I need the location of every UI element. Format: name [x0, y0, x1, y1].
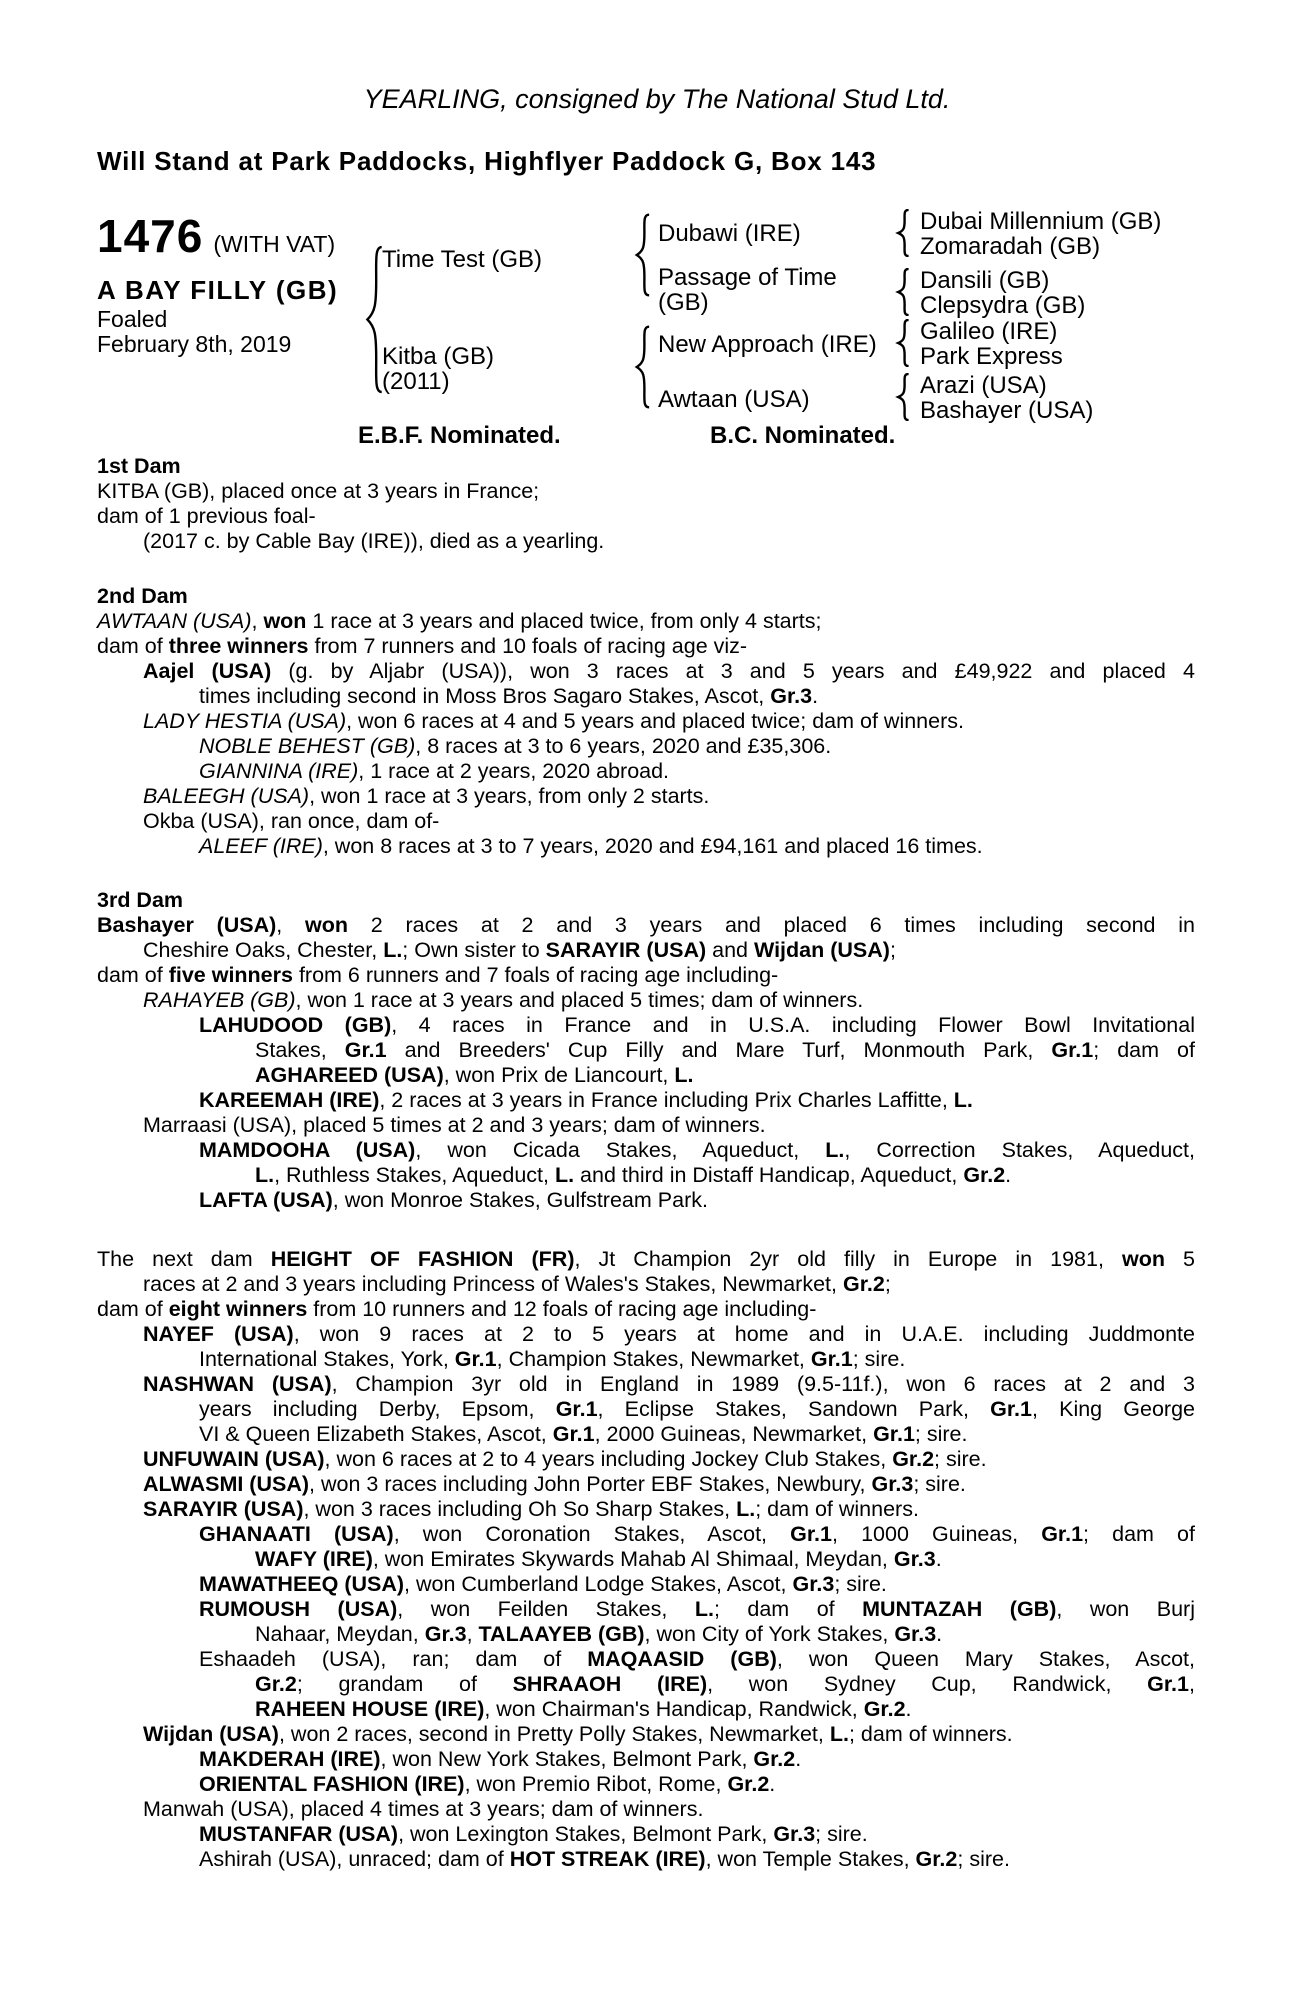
race-record-text: . [1005, 1163, 1012, 1187]
pedigree-text-line [97, 1272, 1195, 1297]
highlighted-horse-text: SHRAAOH (IRE) [512, 1672, 708, 1696]
race-record-text: , 2000 Guineas, Newmarket, [594, 1422, 874, 1446]
race-record-text: , won Premio Ribot, Rome, [464, 1772, 728, 1796]
highlighted-horse-text: Gr.3 [770, 684, 813, 708]
highlighted-horse-text: Gr.1 [990, 1397, 1032, 1421]
race-record-text: Cheshire Oaks, Chester, [143, 938, 384, 962]
race-record-text: Manwah (USA), placed 4 times at 3 years; dam of winners. [143, 1797, 704, 1821]
great-grandparent-name: Arazi (USA) [920, 372, 1047, 399]
race-record-text: ; sire. [957, 1847, 1010, 1871]
race-record-text: , [251, 609, 264, 633]
pedigree-text-line [97, 1697, 1195, 1722]
great-grandparent-name: Galileo (IRE) [920, 318, 1058, 345]
race-record-text: and third in Distaff Handicap, Aqueduct, [574, 1163, 964, 1187]
race-record-text: ; dam of winners. [755, 1497, 919, 1521]
highlighted-horse-text: MAQAASID (GB) [587, 1647, 777, 1671]
race-record-text: , won 1 race at 3 years, from only 2 starts. [309, 784, 710, 808]
highlighted-horse-text: SARAYIR (USA) [143, 1497, 304, 1521]
race-record-text: ; sire. [934, 1447, 987, 1471]
pedigree-text-line [97, 1647, 1195, 1672]
stand-location-line: Will Stand at Park Paddocks, Highflyer Paddock G, Box 143 [97, 146, 877, 176]
highlighted-horse-text: Gr.1 [1041, 1522, 1084, 1546]
pedigree-text-line [97, 1722, 1195, 1747]
highlighted-horse-text: ORIENTAL FASHION (IRE) [199, 1772, 465, 1796]
dam-name-block [382, 344, 494, 394]
highlighted-horse-text: Gr.2 [255, 1672, 297, 1696]
foaled-date: February 8th, 2019 [97, 331, 292, 357]
highlighted-horse-text: WAFY (IRE) [255, 1547, 373, 1571]
pedigree-text-line [97, 1038, 1195, 1063]
dam-section [97, 584, 1195, 859]
highlighted-horse-text: won [305, 913, 349, 937]
great-grandparent-pair [920, 320, 1063, 369]
pedigree-text-line [97, 1322, 1195, 1347]
foaled-label: Foaled [97, 306, 168, 332]
consignor-line: YEARLING, consigned by The National Stud Ltd. [363, 84, 951, 114]
highlighted-horse-text: NASHWAN (USA) [143, 1372, 332, 1396]
race-record-text: , won New York Stakes, Belmont Park, [380, 1747, 754, 1771]
pedigree-text-line [97, 988, 1195, 1013]
pedigree-brace-icon [633, 325, 652, 409]
race-record-text: 5 [1164, 1247, 1195, 1271]
race-record-text: Okba (USA), ran once, dam of- [143, 809, 440, 833]
highlighted-horse-text: Gr.1 [344, 1038, 387, 1062]
race-record-text: . [769, 1772, 776, 1796]
race-record-text: Nahaar, Meydan, [255, 1622, 425, 1646]
race-record-text: from 6 runners and 7 foals of racing age including- [292, 963, 779, 987]
highlighted-horse-text: AGHAREED (USA) [255, 1063, 444, 1087]
race-record-text: ; dam of [1083, 1522, 1195, 1546]
pedigree-text-line [97, 809, 1195, 834]
race-record-text: ; Own sister to [402, 938, 546, 962]
race-record-text: Ashirah (USA), unraced; dam of [199, 1847, 510, 1871]
pedigree-brace-icon [895, 319, 911, 367]
race-record-text: , won Sydney Cup, Randwick, [707, 1672, 1148, 1696]
highlighted-horse-text: RUMOUSH (USA) [199, 1597, 398, 1621]
highlighted-horse-text: Gr.3 [792, 1572, 835, 1596]
race-record-text: ; sire. [913, 1472, 966, 1496]
bc-nomination: B.C. Nominated. [710, 422, 896, 449]
dam-section [97, 454, 1195, 554]
race-record-text: , won 2 races, second in Pretty Polly Stakes, Newmarket, [278, 1722, 830, 1746]
highlighted-horse-text: L. [554, 1163, 575, 1187]
highlighted-horse-text: Gr.3 [424, 1622, 467, 1646]
pedigree-text-line [97, 1597, 1195, 1622]
section-heading: 2nd Dam [97, 584, 188, 608]
race-record-text: , [466, 1622, 479, 1646]
pedigree-brace-icon [633, 213, 652, 297]
pedigree-text-line [97, 659, 1195, 684]
pedigree-text-line [97, 834, 1195, 859]
pedigree-text-line [97, 1138, 1195, 1163]
great-grandparent-pair [920, 269, 1085, 318]
race-record-text: and Breeders' Cup Filly and Mare Turf, Monmouth Park, [386, 1038, 1052, 1062]
pedigree-text-line [97, 1163, 1195, 1188]
pedigree-text-line [97, 784, 1195, 809]
highlighted-horse-text: UNFUWAIN (USA) [143, 1447, 325, 1471]
pedigree-text-line [97, 1672, 1195, 1697]
grandsire-paternal: Dubawi (IRE) [658, 220, 801, 247]
lot-number: 1476 [97, 210, 204, 262]
pedigree-text-line [97, 1422, 1195, 1447]
race-record-text: , won Chairman's Handicap, Randwick, [484, 1697, 864, 1721]
vat-note: (WITH VAT) [213, 231, 336, 257]
highlighted-horse-text: KAREEMAH (IRE) [199, 1088, 380, 1112]
race-record-text: , [1189, 1672, 1195, 1696]
race-record-text: ; [884, 1272, 891, 1296]
highlighted-horse-text: Gr.2 [753, 1747, 796, 1771]
highlighted-horse-text: HOT STREAK (IRE) [509, 1847, 706, 1871]
highlighted-horse-text: LAFTA (USA) [199, 1188, 333, 1212]
highlighted-horse-text: Gr.1 [555, 1397, 598, 1421]
pedigree-text-line [97, 504, 1195, 529]
race-record-text: , won Temple Stakes, [705, 1847, 916, 1871]
section-heading: 3rd Dam [97, 888, 184, 912]
pedigree-text-line [97, 1013, 1195, 1038]
race-record-text: Marraasi (USA), placed 5 times at 2 and 3 years; dam of winners. [143, 1113, 766, 1137]
race-record-text: , 1000 Guineas, [831, 1522, 1042, 1546]
race-record-text: dam of [97, 634, 169, 658]
pedigree-text-line [97, 1297, 1195, 1322]
pedigree-text-line [97, 1447, 1195, 1472]
highlighted-horse-text: three winners [168, 634, 309, 658]
highlighted-horse-text: Gr.1 [1051, 1038, 1094, 1062]
race-record-text: , Jt Champion 2yr old filly in Europe in 1981, [574, 1247, 1122, 1271]
pedigree-text-line [97, 479, 1195, 504]
great-grandparent-name: Bashayer (USA) [920, 396, 1094, 424]
great-grandparent-name: Dansili (GB) [920, 267, 1050, 294]
great-grandparent-name: Park Express [920, 342, 1063, 370]
dam-section [97, 888, 1195, 1213]
race-record-text: from 10 runners and 12 foals of racing age including- [307, 1297, 817, 1321]
race-record-text: and [706, 938, 754, 962]
highlighted-horse-text: Gr.1 [810, 1347, 853, 1371]
race-record-text: , [276, 913, 306, 937]
race-record-text: , won 3 races including John Porter EBF Stakes, Newbury, [309, 1472, 872, 1496]
horse-name: A BAY FILLY (GB) [97, 275, 339, 305]
granddam-maternal: Awtaan (USA) [658, 386, 810, 413]
race-record-text: , won 6 races at 2 to 4 years including Jockey Club Stakes, [324, 1447, 893, 1471]
race-record-text: , won 9 races at 2 to 5 years at home and in U.A.E. including Juddmonte [293, 1322, 1195, 1346]
pedigree-brace-icon [895, 268, 911, 316]
race-record-text: dam of [97, 1297, 169, 1321]
race-record-text: , won City of York Stakes, [644, 1622, 895, 1646]
pedigree-text-line [97, 963, 1195, 988]
race-record-text: 2 races at 2 and 3 years and placed 6 times including second in [348, 913, 1196, 937]
great-grandparent-pair [920, 374, 1093, 423]
pedigree-brace-icon [895, 373, 911, 421]
race-record-text: ; sire. [834, 1572, 887, 1596]
pedigree-text-line [97, 1372, 1195, 1397]
lot-header [97, 209, 335, 263]
highlighted-horse-text: Gr.2 [842, 1272, 885, 1296]
pedigree-text-line [97, 529, 1195, 554]
race-record-text: ; [889, 938, 896, 962]
race-record-text: . [812, 684, 819, 708]
race-record-text: , Correction Stakes, Aqueduct, [844, 1138, 1196, 1162]
highlighted-horse-text: GHANAATI (USA) [199, 1522, 394, 1546]
race-record-text: , King George [1031, 1397, 1195, 1421]
highlighted-horse-text: MUNTAZAH (GB) [862, 1597, 1057, 1621]
highlighted-horse-text: L. [255, 1163, 275, 1187]
race-record-text: , won Lexington Stakes, Belmont Park, [398, 1822, 774, 1846]
race-record-text: years including Derby, Epsom, [199, 1397, 556, 1421]
race-record-text: Stakes, [255, 1038, 345, 1062]
race-record-text: from 7 runners and 10 foals of racing age viz- [308, 634, 748, 658]
pedigree-text-line [97, 709, 1195, 734]
highlighted-horse-text: BALEEGH (USA) [143, 784, 310, 808]
pedigree-text-line [97, 1347, 1195, 1372]
race-record-text: VI & Queen Elizabeth Stakes, Ascot, [199, 1422, 553, 1446]
highlighted-horse-text: Gr.3 [894, 1622, 937, 1646]
highlighted-horse-text: Gr.1 [454, 1347, 497, 1371]
highlighted-horse-text: eight winners [168, 1297, 308, 1321]
pedigree-text-line [97, 1063, 1195, 1088]
highlighted-horse-text: Gr.3 [893, 1547, 936, 1571]
highlighted-horse-text: RAHAYEB (GB) [143, 988, 296, 1012]
race-record-text: . [936, 1622, 943, 1646]
highlighted-horse-text: LAHUDOOD (GB) [199, 1013, 392, 1037]
highlighted-horse-text: RAHEEN HOUSE (IRE) [255, 1697, 485, 1721]
highlighted-horse-text: Gr.2 [727, 1772, 770, 1796]
highlighted-horse-text: GIANNINA (IRE) [199, 759, 359, 783]
race-record-text: Eshaadeh (USA), ran; dam of [199, 1647, 588, 1671]
race-record-text: , won Emirates Skywards Mahab Al Shimaal, Meydan, [372, 1547, 894, 1571]
race-record-text: , won Queen Mary Stakes, Ascot, [776, 1647, 1195, 1671]
pedigree-text-line [97, 1088, 1195, 1113]
granddam-paternal: Passage of Time (GB) [658, 264, 837, 316]
pedigree-text-line [97, 1847, 1195, 1872]
pedigree-text-line [97, 734, 1195, 759]
highlighted-horse-text: Gr.1 [1147, 1672, 1189, 1696]
dam-section [97, 1247, 1195, 1872]
great-grandparent-pair [920, 210, 1161, 259]
highlighted-horse-text: SARAYIR (USA) [545, 938, 707, 962]
highlighted-horse-text: won [1121, 1247, 1165, 1271]
pedigree-text-line [97, 1547, 1195, 1572]
highlighted-horse-text: HEIGHT OF FASHION (FR) [270, 1247, 575, 1271]
race-record-text: , Ruthless Stakes, Aqueduct, [274, 1163, 555, 1187]
pedigree-text-line [97, 684, 1195, 709]
race-record-text: , 2 races at 3 years in France including Prix Charles Laffitte, [379, 1088, 954, 1112]
race-record-text: ; dam of winners. [848, 1722, 1013, 1746]
great-grandparent-name: Zomaradah (GB) [920, 232, 1101, 260]
highlighted-horse-text: MAKDERAH (IRE) [199, 1747, 381, 1771]
race-record-text: , won 6 races at 4 and 5 years and placed twice; dam of winners. [346, 709, 964, 733]
race-record-text: , won 3 races including Oh So Sharp Stakes, [303, 1497, 737, 1521]
race-record-text: , 1 race at 2 years, 2020 abroad. [358, 759, 670, 783]
race-record-text: ; dam of [713, 1597, 863, 1621]
pedigree-text-line [97, 1472, 1195, 1497]
pedigree-text-line [97, 1247, 1195, 1272]
race-record-text: , 8 races at 3 to 6 years, 2020 and £35,306. [415, 734, 832, 758]
race-record-text: (2017 c. by Cable Bay (IRE)), died as a yearling. [143, 529, 605, 553]
race-record-text: ; grandam of [296, 1672, 513, 1696]
pedigree-text-line [97, 1797, 1195, 1822]
highlighted-horse-text: Gr.1 [790, 1522, 832, 1546]
highlighted-horse-text: LADY HESTIA (USA) [143, 709, 347, 733]
highlighted-horse-text: Wijdan (USA) [143, 1722, 279, 1746]
race-record-text: ; sire. [852, 1347, 906, 1371]
race-record-text: , won 8 races at 3 to 7 years, 2020 and £94,161 and placed 16 times. [322, 834, 983, 858]
race-record-text: KITBA (GB), placed once at 3 years in France; [97, 479, 540, 503]
race-record-text: , won Monroe Stakes, Gulfstream Park. [332, 1188, 708, 1212]
highlighted-horse-text: Gr.3 [773, 1822, 816, 1846]
race-record-text: . [905, 1697, 912, 1721]
pedigree-text-line [97, 938, 1195, 963]
pedigree-text-line [97, 1188, 1195, 1213]
highlighted-horse-text: MAWATHEEQ (USA) [199, 1572, 405, 1596]
race-record-text: (g. by Aljabr (USA)), won 3 races at 3 and 5 years and £49,922 and placed 4 [271, 659, 1195, 683]
highlighted-horse-text: ALEEF (IRE) [199, 834, 323, 858]
grandsire-maternal: New Approach (IRE) [658, 331, 877, 358]
highlighted-horse-text: Bashayer (USA) [97, 913, 277, 937]
race-record-text: , won 1 race at 3 years and placed 5 times; dam of winners. [295, 988, 864, 1012]
highlighted-horse-text: Gr.1 [552, 1422, 595, 1446]
dam-year: (2011) [382, 368, 450, 395]
highlighted-horse-text: Wijdan (USA) [753, 938, 890, 962]
highlighted-horse-text: Gr.2 [915, 1847, 958, 1871]
sire-name: Time Test (GB) [382, 246, 543, 273]
highlighted-horse-text: Gr.2 [892, 1447, 935, 1471]
race-record-text: , won Coronation Stakes, Ascot, [393, 1522, 791, 1546]
race-record-text: times including second in Moss Bros Sagaro Stakes, Ascot, [199, 684, 771, 708]
highlighted-horse-text: Gr.1 [873, 1422, 915, 1446]
race-record-text: , Eclipse Stakes, Sandown Park, [597, 1397, 991, 1421]
pedigree-text-line [97, 609, 1195, 634]
great-grandparent-name: Clepsydra (GB) [920, 291, 1086, 319]
race-record-text: , won Cumberland Lodge Stakes, Ascot, [404, 1572, 793, 1596]
pedigree-text-line [97, 1822, 1195, 1847]
race-record-text: dam of [97, 963, 169, 987]
highlighted-horse-text: L. [674, 1063, 694, 1087]
highlighted-horse-text: TALAAYEB (GB) [478, 1622, 645, 1646]
highlighted-horse-text: ALWASMI (USA) [143, 1472, 310, 1496]
pedigree-text-line [97, 1772, 1195, 1797]
great-grandparent-name: Dubai Millennium (GB) [920, 208, 1162, 235]
highlighted-horse-text: AWTAAN (USA) [97, 609, 252, 633]
race-record-text: dam of 1 previous foal- [97, 504, 316, 528]
highlighted-horse-text: L. [953, 1088, 973, 1112]
race-record-text: ; sire. [914, 1422, 968, 1446]
pedigree-text-line [97, 634, 1195, 659]
race-record-text: . [935, 1547, 942, 1571]
highlighted-horse-text: MUSTANFAR (USA) [199, 1822, 399, 1846]
pedigree-brace-icon [895, 209, 911, 257]
pedigree-text-line [97, 1572, 1195, 1597]
highlighted-horse-text: Aajel (USA) [143, 659, 272, 683]
race-record-text: 1 race at 3 years and placed twice, from only 4 starts; [306, 609, 822, 633]
highlighted-horse-text: L. [829, 1722, 849, 1746]
race-record-text: races at 2 and 3 years including Princess of Wales's Stakes, Newmarket, [143, 1272, 843, 1296]
race-record-text: , won Feilden Stakes, [397, 1597, 695, 1621]
highlighted-horse-text: L. [694, 1597, 714, 1621]
race-record-text: International Stakes, York, [199, 1347, 455, 1371]
catalogue-body [97, 454, 1195, 1872]
race-record-text: , Champion Stakes, Newmarket, [496, 1347, 811, 1371]
dam-name: Kitba (GB) [382, 343, 495, 370]
highlighted-horse-text: won [263, 609, 307, 633]
ebf-nomination: E.B.F. Nominated. [358, 422, 561, 449]
race-record-text: , Champion 3yr old in England in 1989 (9.5-11f.), won 6 races at 2 and 3 [331, 1372, 1195, 1396]
pedigree-text-line [97, 1522, 1195, 1547]
highlighted-horse-text: five winners [168, 963, 293, 987]
race-record-text: ; sire. [815, 1822, 868, 1846]
race-record-text: . [795, 1747, 802, 1771]
pedigree-text-line [97, 1113, 1195, 1138]
highlighted-horse-text: MAMDOOHA (USA) [199, 1138, 416, 1162]
pedigree-text-line [97, 759, 1195, 784]
highlighted-horse-text: L. [383, 938, 403, 962]
race-record-text: , won Cicada Stakes, Aqueduct, [415, 1138, 826, 1162]
highlighted-horse-text: Gr.2 [863, 1697, 906, 1721]
highlighted-horse-text: NOBLE BEHEST (GB) [199, 734, 416, 758]
highlighted-horse-text: Gr.3 [871, 1472, 914, 1496]
highlighted-horse-text: L. [825, 1138, 845, 1162]
pedigree-text-line [97, 1397, 1195, 1422]
highlighted-horse-text: NAYEF (USA) [143, 1322, 294, 1346]
race-record-text: ; dam of [1093, 1038, 1195, 1062]
pedigree-text-line [97, 1747, 1195, 1772]
highlighted-horse-text: L. [736, 1497, 756, 1521]
race-record-text: , 4 races in France and in U.S.A. including Flower Bowl Invitational [391, 1013, 1195, 1037]
pedigree-text-line [97, 913, 1195, 938]
pedigree-text-line [97, 1497, 1195, 1522]
section-heading: 1st Dam [97, 454, 181, 478]
race-record-text: The next dam [97, 1247, 271, 1271]
pedigree-text-line [97, 1622, 1195, 1647]
race-record-text: , won Burj [1056, 1597, 1195, 1621]
highlighted-horse-text: Gr.2 [963, 1163, 1006, 1187]
race-record-text: , won Prix de Liancourt, [443, 1063, 675, 1087]
